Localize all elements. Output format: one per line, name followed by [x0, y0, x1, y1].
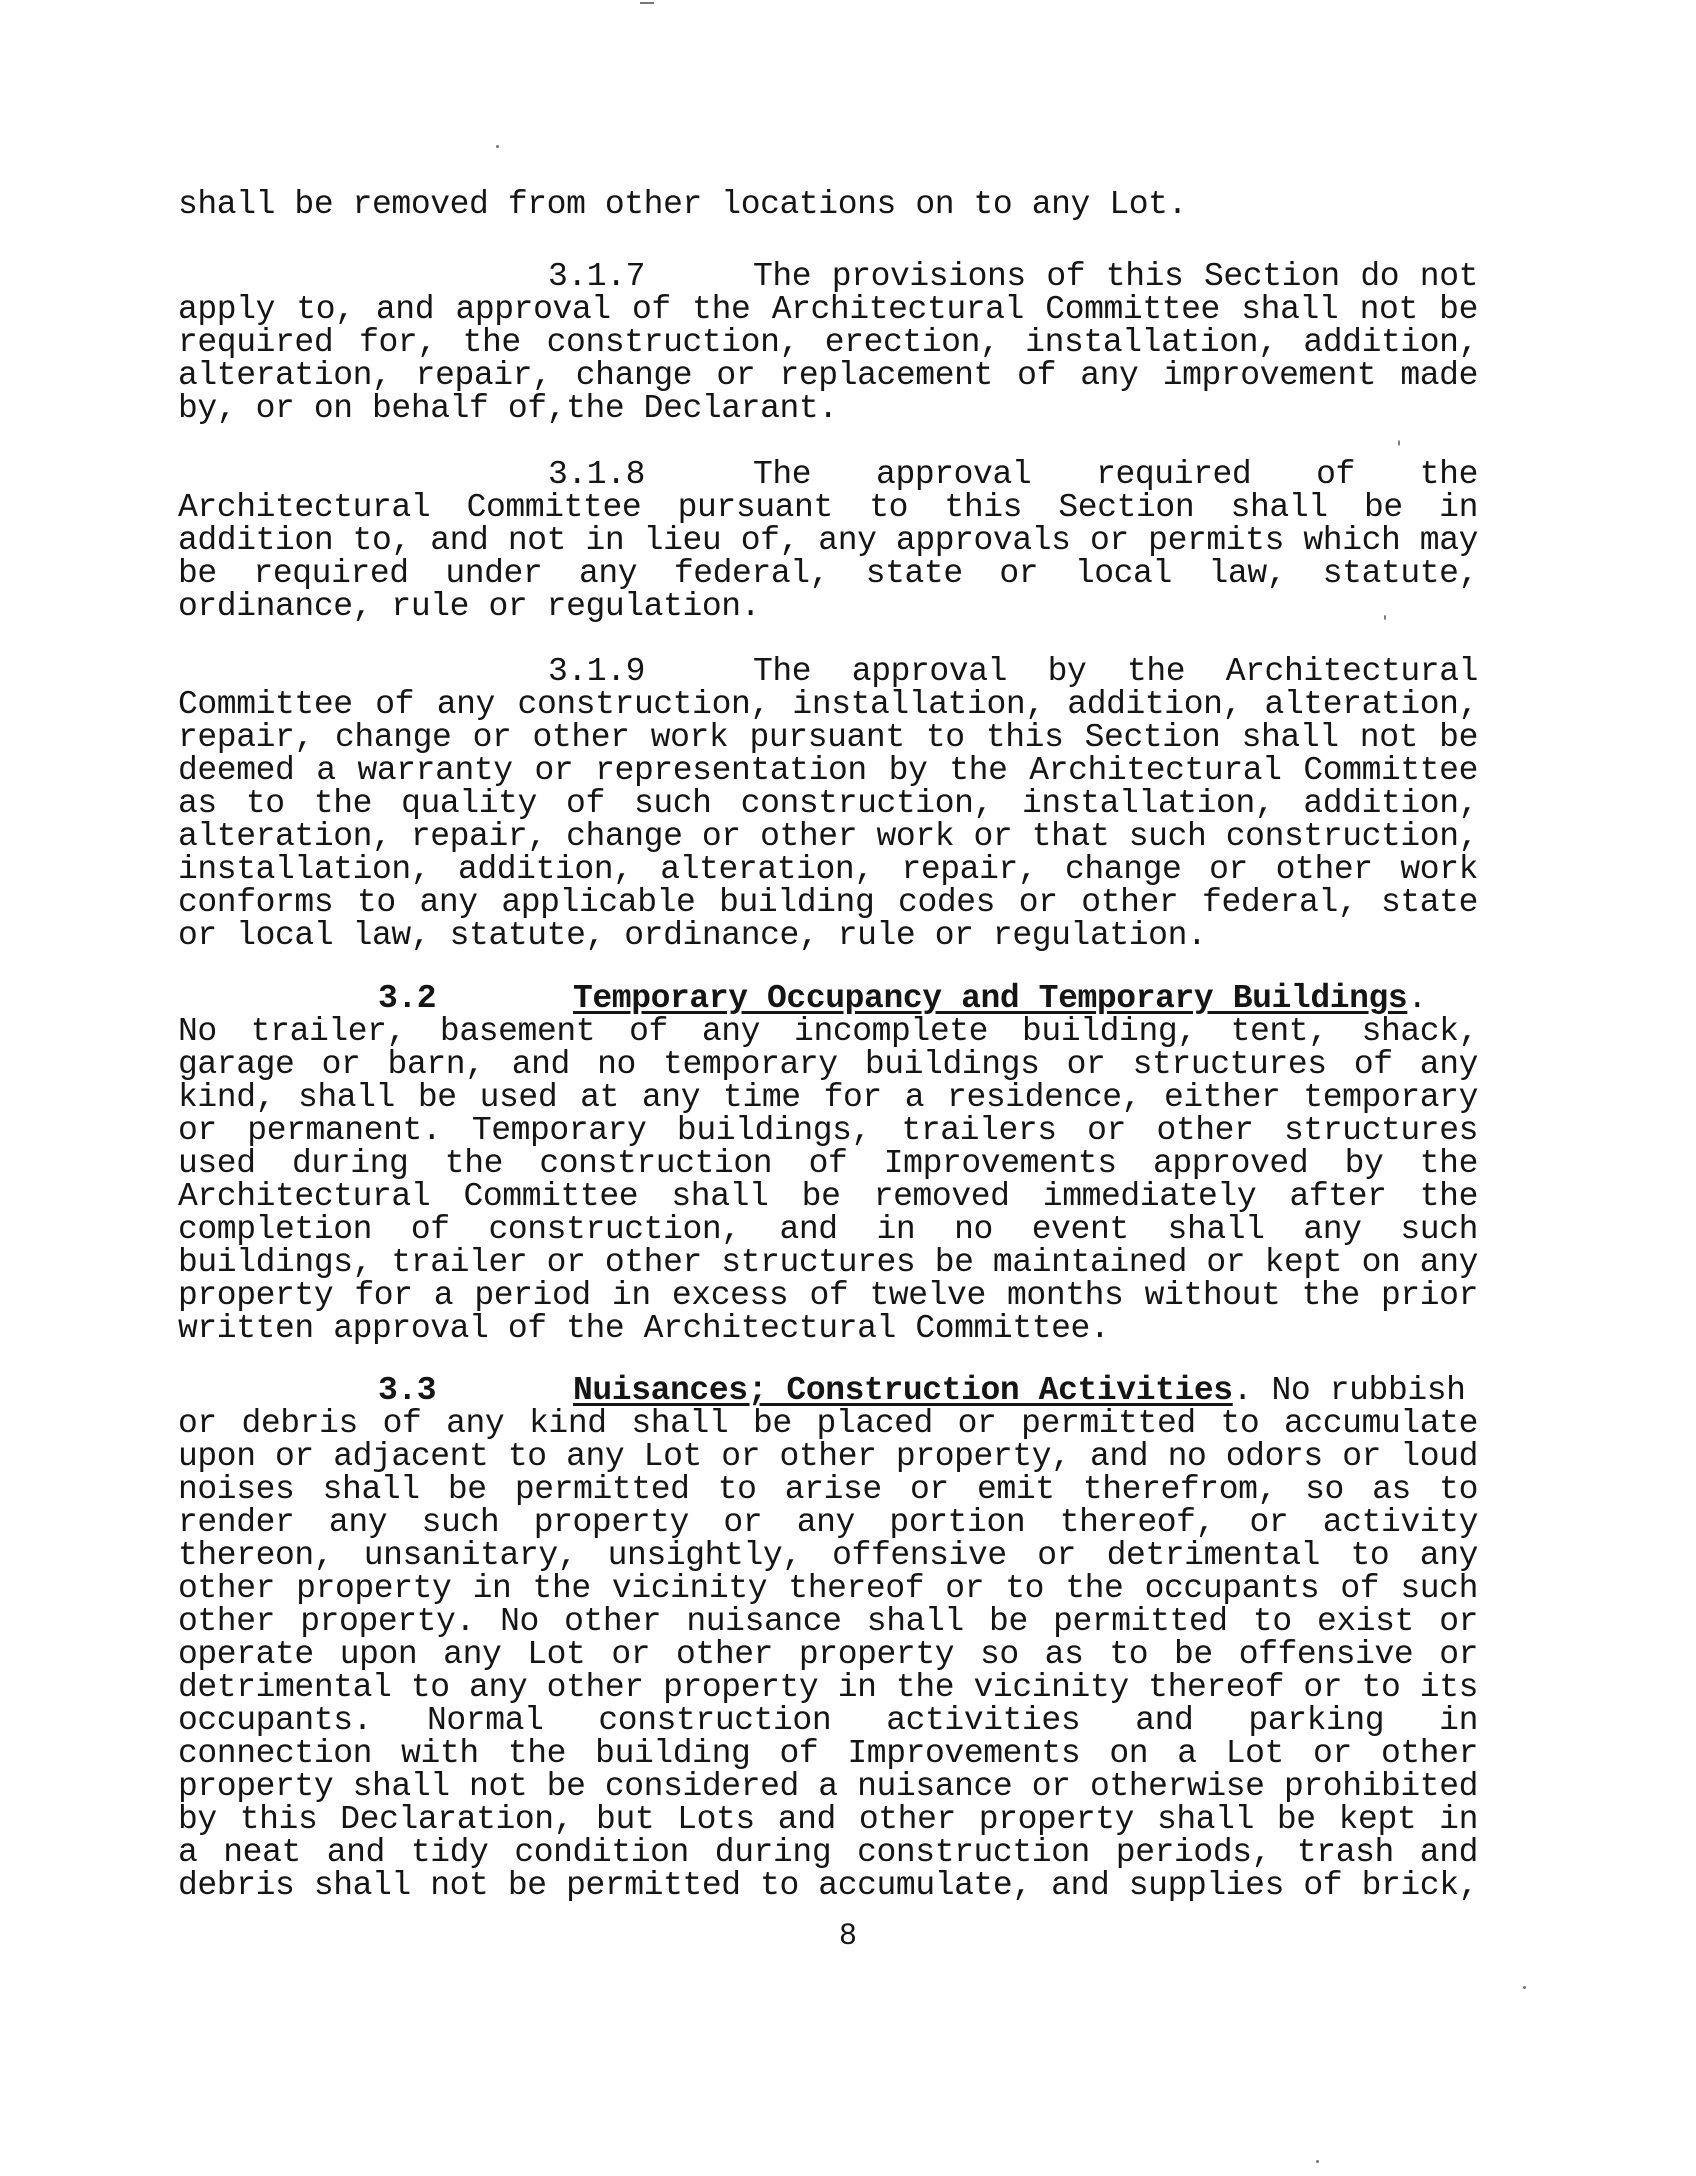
section-line: completion of construction, and in no event shall any such — [178, 1211, 1478, 1248]
section-line: Architectural Committee shall be removed immediately after the — [178, 1178, 1478, 1215]
section-line: other property in the vicinity thereof or to the occupants of such — [178, 1570, 1478, 1607]
section-title-suffix: . No rubbish — [1232, 1372, 1466, 1409]
page-number: 8 — [839, 1918, 857, 1951]
section-line: No trailer, basement of any incomplete building, tent, shack, — [178, 1013, 1478, 1050]
paragraph-line: Committee of any construction, installation, addition, alteration, — [178, 686, 1478, 723]
section-line: property for a period in excess of twelve months without the prior — [178, 1277, 1478, 1314]
intro-line: shall be removed from other locations on to any Lot. — [178, 186, 1187, 223]
scan-speck — [496, 145, 499, 148]
section-number: 3.2 — [378, 980, 437, 1017]
paragraph-line: installation, addition, alteration, repair, change or other work — [178, 851, 1478, 888]
section-line: occupants. Normal construction activities and parking in — [178, 1702, 1478, 1739]
paragraph-line: required for, the construction, erection, installation, addition, — [178, 324, 1478, 361]
paragraph-3-1-7 — [178, 260, 1478, 425]
section-line: connection with the building of Improvements on a Lot or other — [178, 1735, 1478, 1772]
paragraph-line: addition to, and not in lieu of, any approvals or permits which may — [178, 522, 1479, 559]
section-line: property shall not be considered a nuisance or otherwise prohibited — [178, 1768, 1479, 1805]
paragraph-lead-text: The approval by the Architectural — [753, 653, 1478, 690]
paragraph-line: deemed a warranty or representation by the Architectural Committee — [178, 752, 1478, 789]
paragraph-line: alteration, repair, change or replacement of any improvement made — [178, 357, 1478, 394]
paragraph-line: Architectural Committee pursuant to this Section shall be in — [178, 489, 1478, 526]
paragraph-line: alteration, repair, change or other work or that such construction, — [178, 818, 1479, 855]
section-line: or debris of any kind shall be placed or permitted to accumulate — [178, 1405, 1478, 1442]
section-3-2 — [178, 982, 1478, 1345]
paragraph-number: 3.1.9 — [548, 653, 646, 690]
section-line: kind, shall be used at any time for a residence, either temporary — [178, 1079, 1478, 1116]
scan-speck — [1316, 2160, 1319, 2163]
section-line: noises shall be permitted to arise or emit therefrom, so as to — [178, 1471, 1478, 1508]
section-line: garage or barn, and no temporary buildings or structures of any — [178, 1046, 1478, 1083]
paragraph-line: repair, change or other work pursuant to this Section shall not be — [178, 719, 1478, 756]
section-line: thereon, unsanitary, unsightly, offensive or detrimental to any — [178, 1537, 1478, 1574]
scan-speck — [1398, 440, 1400, 446]
paragraph-line: by, or on behalf of,the Declarant. — [178, 390, 838, 427]
section-line: a neat and tidy condition during construction periods, trash and — [178, 1834, 1478, 1871]
paragraph-lead-line — [178, 458, 1478, 491]
section-title: Temporary Occupancy and Temporary Buildings — [573, 980, 1408, 1017]
section-line: detrimental to any other property in the vicinity thereof or to its — [178, 1669, 1479, 1706]
paragraph-number: 3.1.7 — [548, 258, 646, 295]
section-line: render any such property or any portion thereof, or activity — [178, 1504, 1478, 1541]
section-heading-line — [178, 982, 1478, 1015]
section-line: operate upon any Lot or other property so as to be offensive or — [178, 1636, 1478, 1673]
paragraph-3-1-8 — [178, 458, 1478, 623]
paragraph-3-1-9 — [178, 655, 1478, 952]
paragraph-line: or local law, statute, ordinance, rule or regulation. — [178, 917, 1207, 954]
section-line: written approval of the Architectural Committee. — [178, 1310, 1110, 1347]
section-title-suffix: . — [1407, 980, 1427, 1017]
section-line: by this Declaration, but Lots and other property shall be kept in — [178, 1801, 1478, 1838]
section-line: upon or adjacent to any Lot or other property, and no odors or loud — [178, 1438, 1479, 1475]
paragraph-line: apply to, and approval of the Architectural Committee shall not be — [178, 291, 1478, 328]
section-line: debris shall not be permitted to accumulate, and supplies of brick, — [178, 1867, 1479, 1904]
paragraph-lead-line — [178, 655, 1478, 688]
section-3-3 — [178, 1374, 1478, 1902]
scan-speck — [1384, 615, 1386, 620]
paragraph-line: ordinance, rule or regulation. — [178, 588, 761, 625]
section-heading-line — [178, 1374, 1478, 1407]
section-line: buildings, trailer or other structures be maintained or kept on any — [178, 1244, 1479, 1281]
intro-paragraph — [178, 188, 1478, 221]
section-title: Nuisances; Construction Activities — [573, 1372, 1233, 1409]
section-line: used during the construction of Improvements approved by the — [178, 1145, 1478, 1182]
paragraph-number: 3.1.8 — [548, 456, 646, 493]
paragraph-lead-line — [178, 260, 1478, 293]
section-number: 3.3 — [378, 1372, 437, 1409]
section-line: or permanent. Temporary buildings, trailers or other structures — [178, 1112, 1478, 1149]
section-line: other property. No other nuisance shall be permitted to exist or — [178, 1603, 1478, 1640]
paragraph-line: as to the quality of such construction, installation, addition, — [178, 785, 1478, 822]
paragraph-line: conforms to any applicable building codes or other federal, state — [178, 884, 1478, 921]
paragraph-line: be required under any federal, state or local law, statute, — [178, 555, 1478, 592]
scan-speck — [1523, 1986, 1526, 1989]
paragraph-lead-text: The provisions of this Section do not — [753, 258, 1478, 295]
paragraph-lead-text: The approval required of the — [753, 456, 1478, 493]
scan-speck — [640, 2, 654, 4]
